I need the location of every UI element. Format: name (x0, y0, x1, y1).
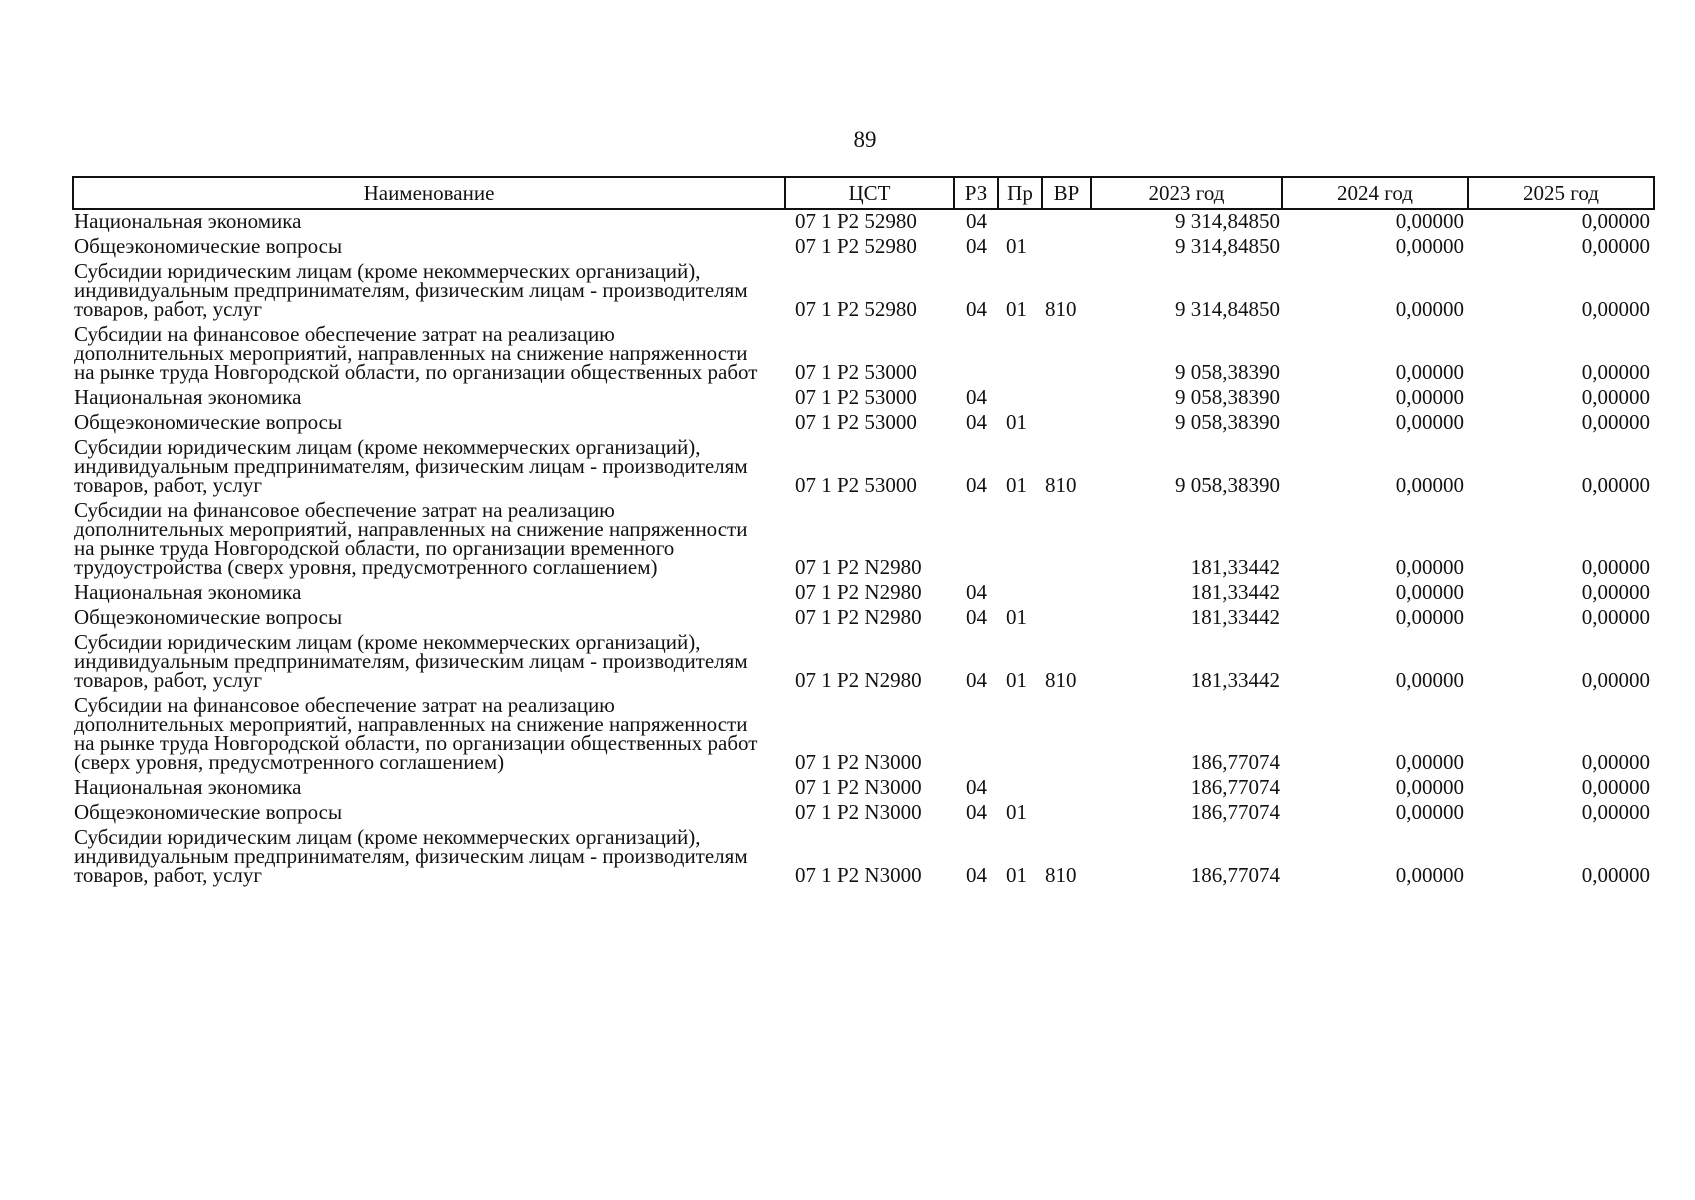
cell-pr: 01 (1006, 668, 1027, 692)
cell-pr: 01 (1006, 473, 1027, 497)
cell-2024: 0,00000 (1395, 209, 1464, 233)
table-row (73, 581, 1654, 606)
cell-vr (1042, 801, 1091, 826)
cell-cst: 07 1 Р2 53000 (795, 360, 917, 384)
table-row (73, 826, 1654, 889)
table-row (73, 411, 1654, 436)
cell-cst: 07 1 Р2 52980 (795, 209, 917, 233)
cell-2024: 0,00000 (1395, 580, 1464, 604)
cell-rz: 04 (966, 410, 987, 434)
cell-cst: 07 1 Р2 N3000 (795, 863, 922, 887)
header-year-2023: 2023 год (1091, 177, 1282, 209)
table-row (73, 499, 1654, 581)
cell-pr (998, 499, 1042, 581)
cell-2023: 9 314,84850 (1175, 234, 1280, 258)
cell-name: Субсидии юридическим лицам (кроме некоммерческих организаций), индивидуальным предпринимателям, физическим лицам - производителям товаров, работ, услуг (74, 259, 748, 321)
cell-pr (998, 694, 1042, 776)
cell-vr (1042, 499, 1091, 581)
cell-name: Национальная экономика (74, 775, 302, 799)
cell-2023: 9 314,84850 (1175, 297, 1280, 321)
cell-2025: 0,00000 (1581, 580, 1650, 604)
header-year-2024: 2024 год (1282, 177, 1468, 209)
cell-2023: 9 314,84850 (1175, 209, 1280, 233)
cell-2025: 0,00000 (1581, 800, 1650, 824)
cell-2023: 9 058,38390 (1175, 473, 1280, 497)
cell-cst: 07 1 Р2 52980 (795, 234, 917, 258)
cell-pr: 01 (1006, 410, 1027, 434)
cell-name: Субсидии юридическим лицам (кроме некоммерческих организаций), индивидуальным предпринимателям, физическим лицам - производителям товаров, работ, услуг (74, 630, 748, 692)
cell-pr (998, 209, 1042, 235)
cell-cst: 07 1 Р2 N2980 (795, 555, 922, 579)
cell-name: Национальная экономика (74, 209, 302, 233)
cell-cst: 07 1 Р2 N3000 (795, 750, 922, 774)
cell-2024: 0,00000 (1395, 668, 1464, 692)
cell-rz (954, 323, 998, 386)
cell-rz: 04 (966, 297, 987, 321)
cell-2025: 0,00000 (1581, 410, 1650, 434)
cell-name: Субсидии юридическим лицам (кроме некоммерческих организаций), индивидуальным предпринимателям, физическим лицам - производителям товаров, работ, услуг (74, 435, 748, 497)
cell-name: Субсидии юридическим лицам (кроме некоммерческих организаций), индивидуальным предпринимателям, физическим лицам - производителям товаров, работ, услуг (74, 825, 748, 887)
cell-rz: 04 (966, 234, 987, 258)
cell-2024: 0,00000 (1395, 775, 1464, 799)
cell-2024: 0,00000 (1395, 555, 1464, 579)
header-year-2025: 2025 год (1468, 177, 1654, 209)
cell-2023: 9 058,38390 (1175, 385, 1280, 409)
cell-name: Общеэкономические вопросы (74, 605, 343, 629)
cell-pr (998, 776, 1042, 801)
cell-vr (1042, 606, 1091, 631)
cell-pr: 01 (1006, 297, 1027, 321)
cell-2023: 181,33442 (1190, 605, 1280, 629)
cell-pr (998, 386, 1042, 411)
cell-cst: 07 1 Р2 53000 (795, 473, 917, 497)
cell-cst: 07 1 Р2 N2980 (795, 605, 922, 629)
cell-2024: 0,00000 (1395, 360, 1464, 384)
cell-2025: 0,00000 (1581, 775, 1650, 799)
header-cst: ЦСТ (785, 177, 954, 209)
cell-rz: 04 (966, 775, 987, 799)
cell-2025: 0,00000 (1581, 750, 1650, 774)
cell-2025: 0,00000 (1581, 385, 1650, 409)
cell-2023: 186,77074 (1190, 750, 1280, 774)
cell-pr: 01 (1006, 234, 1027, 258)
header-pr: Пр (998, 177, 1042, 209)
table-row (73, 386, 1654, 411)
cell-name: Общеэкономические вопросы (74, 234, 343, 258)
cell-rz: 04 (966, 668, 987, 692)
cell-name: Субсидии на финансовое обеспечение затрат на реализацию дополнительных мероприятий, направленных на снижение напряженности на рынке труда Новгородской области, по организации общественных работ (сверх уровня, предусмотренного соглашением) (74, 693, 758, 774)
cell-2025: 0,00000 (1581, 209, 1650, 233)
budget-table (72, 176, 1655, 889)
table-body (73, 209, 1654, 889)
cell-rz: 04 (966, 209, 987, 233)
cell-name: Национальная экономика (74, 580, 302, 604)
cell-rz: 04 (966, 473, 987, 497)
table-row (73, 436, 1654, 499)
cell-vr (1042, 581, 1091, 606)
header-vr: ВР (1042, 177, 1091, 209)
cell-rz: 04 (966, 385, 987, 409)
table-row (73, 631, 1654, 694)
cell-pr (998, 581, 1042, 606)
table-row (73, 235, 1654, 260)
cell-pr: 01 (1006, 863, 1027, 887)
cell-rz: 04 (966, 800, 987, 824)
table-row (73, 209, 1654, 235)
cell-2025: 0,00000 (1581, 668, 1650, 692)
cell-name: Субсидии на финансовое обеспечение затрат на реализацию дополнительных мероприятий, направленных на снижение напряженности на рынке труда Новгородской области, по организации общественных работ (74, 322, 758, 384)
cell-2023: 186,77074 (1190, 863, 1280, 887)
cell-name: Общеэкономические вопросы (74, 410, 343, 434)
cell-2024: 0,00000 (1395, 410, 1464, 434)
cell-2023: 186,77074 (1190, 800, 1280, 824)
cell-vr: 810 (1045, 473, 1077, 497)
cell-rz (954, 499, 998, 581)
cell-cst: 07 1 Р2 N3000 (795, 800, 922, 824)
cell-vr (1042, 235, 1091, 260)
cell-2025: 0,00000 (1581, 297, 1650, 321)
table-row (73, 694, 1654, 776)
cell-rz: 04 (966, 863, 987, 887)
cell-vr (1042, 209, 1091, 235)
cell-cst: 07 1 Р2 52980 (795, 297, 917, 321)
cell-2023: 181,33442 (1190, 668, 1280, 692)
cell-rz: 04 (966, 605, 987, 629)
header-name: Наименование (73, 177, 785, 209)
cell-2024: 0,00000 (1395, 234, 1464, 258)
cell-cst: 07 1 Р2 53000 (795, 385, 917, 409)
table-row (73, 776, 1654, 801)
cell-vr (1042, 776, 1091, 801)
cell-2023: 181,33442 (1190, 555, 1280, 579)
cell-2024: 0,00000 (1395, 800, 1464, 824)
cell-2024: 0,00000 (1395, 605, 1464, 629)
table-row (73, 260, 1654, 323)
cell-name: Общеэкономические вопросы (74, 800, 343, 824)
cell-vr: 810 (1045, 668, 1077, 692)
cell-2025: 0,00000 (1581, 360, 1650, 384)
cell-name: Субсидии на финансовое обеспечение затрат на реализацию дополнительных мероприятий, направленных на снижение напряженности на рынке труда Новгородской области, по организации временного трудоустройства (сверх уровня, предусмотренного соглашением) (74, 498, 748, 579)
table-row (73, 606, 1654, 631)
cell-pr: 01 (1006, 605, 1027, 629)
page-number: 89 (853, 127, 877, 152)
cell-2024: 0,00000 (1395, 750, 1464, 774)
cell-2023: 186,77074 (1190, 775, 1280, 799)
header-rz: РЗ (954, 177, 998, 209)
table-row (73, 323, 1654, 386)
cell-2024: 0,00000 (1395, 863, 1464, 887)
cell-pr: 01 (1006, 800, 1027, 824)
cell-vr (1042, 694, 1091, 776)
cell-vr (1042, 386, 1091, 411)
cell-2025: 0,00000 (1581, 863, 1650, 887)
cell-vr (1042, 411, 1091, 436)
cell-vr: 810 (1045, 297, 1077, 321)
cell-2025: 0,00000 (1581, 473, 1650, 497)
cell-cst: 07 1 Р2 N2980 (795, 580, 922, 604)
cell-cst: 07 1 Р2 N2980 (795, 668, 922, 692)
cell-2024: 0,00000 (1395, 473, 1464, 497)
cell-2025: 0,00000 (1581, 605, 1650, 629)
cell-2023: 181,33442 (1190, 580, 1280, 604)
cell-2024: 0,00000 (1395, 385, 1464, 409)
cell-vr (1042, 323, 1091, 386)
header-row (73, 177, 1654, 209)
cell-cst: 07 1 Р2 53000 (795, 410, 917, 434)
table-header (73, 177, 1654, 209)
cell-rz (954, 694, 998, 776)
cell-name: Национальная экономика (74, 385, 302, 409)
cell-2025: 0,00000 (1581, 234, 1650, 258)
cell-vr: 810 (1045, 863, 1077, 887)
cell-2023: 9 058,38390 (1175, 410, 1280, 434)
cell-rz: 04 (966, 580, 987, 604)
cell-2023: 9 058,38390 (1175, 360, 1280, 384)
cell-2025: 0,00000 (1581, 555, 1650, 579)
cell-pr (998, 323, 1042, 386)
cell-cst: 07 1 Р2 N3000 (795, 775, 922, 799)
cell-2024: 0,00000 (1395, 297, 1464, 321)
table-row (73, 801, 1654, 826)
